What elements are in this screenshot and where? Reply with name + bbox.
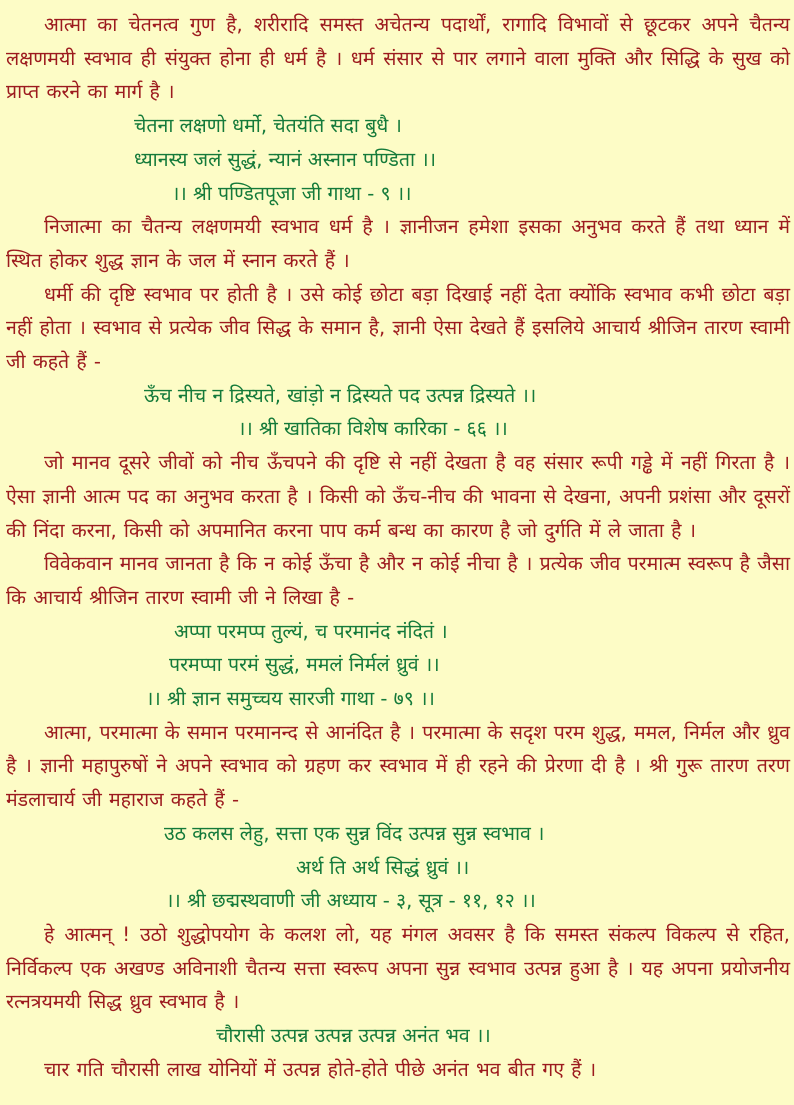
- verse-citation: ।। श्री खातिका विशेष कारिका - ६६ ।।: [238, 417, 508, 441]
- verse-line: चेतना लक्षणो धर्मो, चेतयंति सदा बुधै ।: [134, 114, 402, 138]
- paragraph-dharma-definition: आत्मा का चेतनत्व गुण है, शरीरादि समस्त अचेतन्य पदार्थों, रागादि विभावों से छूटकर अपने चैतन्य लक्षणमयी स्वभाव ही संयुक्त होना ही धर्म है । धर्म संसार से पार लगाने वाला मुक्ति और सिद्धि के सुख को प्राप्त करने का मार्ग है ।: [6, 13, 790, 104]
- verse-line: अर्थ ति अर्थ सिद्धं ध्रुवं ।।: [296, 855, 470, 879]
- verse-line: ऊँच नीच न द्रिस्यते, खांड़ो न द्रिस्यते पद उत्पन्न द्रिस्यते ।।: [144, 383, 537, 407]
- verse-line: परमप्पा परमं सुद्धं, ममलं निर्मलं ध्रुवं ।।: [169, 653, 440, 677]
- paragraph-manav: जो मानव दूसरे जीवों को नीच ऊँचपने की दृष्टि से नहीं देखता है वह संसार रूपी गड्ढे में नहीं गिरता है । ऐसा ज्ञानी आत्म पद का अनुभव करता है । किसी को ऊँच-नीच की भावना से देखना, अपनी प्रशंसा और दूसरों की निंदा करना, किसी को अपमानित करना पाप कर्म बन्ध का कारण है जो दुर्गति में ले जाता है ।: [6, 451, 790, 542]
- verse-line: चौरासी उत्पन्न उत्पन्न उत्पन्न अनंत भव ।।: [216, 1024, 491, 1048]
- paragraph-vivekvan: विवेकवान मानव जानता है कि न कोई ऊँचा है और न कोई नीचा है । प्रत्येक जीव परमात्म स्वरूप है जैसा कि आचार्य श्रीजिन तारण स्वामी जी ने लिखा है -: [6, 552, 790, 609]
- paragraph-dharmi-drishti: धर्मी की दृष्टि स्वभाव पर होती है । उसे कोई छोटा बड़ा दिखाई नहीं देता क्योंकि स्वभाव कभी छोटा बड़ा नहीं होता । स्वभाव से प्रत्येक जीव सिद्ध के समान है, ज्ञानी ऐसा देखते हैं इसलिये आचार्य श्रीजिन तारण स्वामी जी कहते हैं -: [6, 282, 790, 374]
- verse-citation: ।। श्री छद्मस्थवाणी जी अध्याय - ३, सूत्र - ११, १२ ।।: [166, 889, 536, 913]
- paragraph-nijatma: निजात्मा का चैतन्य लक्षणमयी स्वभाव धर्म है । ज्ञानीजन हमेशा इसका अनुभव करते हैं तथा ध्यान में स्थित होकर शुद्ध ज्ञान के जल में स्नान करते हैं ।: [6, 215, 790, 272]
- paragraph-atma-parmatma: आत्मा, परमात्मा के समान परमानन्द से आनंदित है । परमात्मा के सदृश परम शुद्ध, ममल, निर्मल और ध्रुव है । ज्ञानी महापुरुषों ने अपने स्वभाव को ग्रहण कर स्वभाव में ही रहने की प्रेरणा दी है । श्री गुरू तारण तरण मंडलाचार्य जी महाराज कहते हैं -: [6, 720, 790, 812]
- verse-line: उठ कलस लेहु, सत्ता एक सुन्न विंद उत्पन्न सुन्न स्वभाव ।: [164, 821, 545, 845]
- verse-citation: ।। श्री पण्डितपूजा जी गाथा - ९ ।।: [172, 181, 412, 205]
- paragraph-char-gati: चार गति चौरासी लाख योनियों में उत्पन्न होते-होते पीछे अनंत भव बीत गए हैं ।: [44, 1057, 597, 1081]
- paragraph-he-atman: हे आत्मन् ! उठो शुद्धोपयोग के कलश लो, यह मंगल अवसर है कि समस्त संकल्प विकल्प से रहित, निर्विकल्प एक अखण्ड अविनाशी चैतन्य सत्ता स्वरूप अपना सुन्न स्वभाव उत्पन्न हुआ है । यह अपना प्रयोजनीय रत्नत्रयमयी सिद्ध ध्रुव स्वभाव है ।: [6, 922, 790, 1014]
- verse-citation: ।। श्री ज्ञान समुच्चय सारजी गाथा - ७९ ।।: [146, 687, 435, 711]
- verse-line: ध्यानस्य जलं सुद्धं, न्यानं अस्नान पण्डिता ।।: [134, 147, 436, 171]
- verse-line: अप्पा परमप्प तुल्यं, च परमानंद नंदितं ।: [174, 619, 448, 643]
